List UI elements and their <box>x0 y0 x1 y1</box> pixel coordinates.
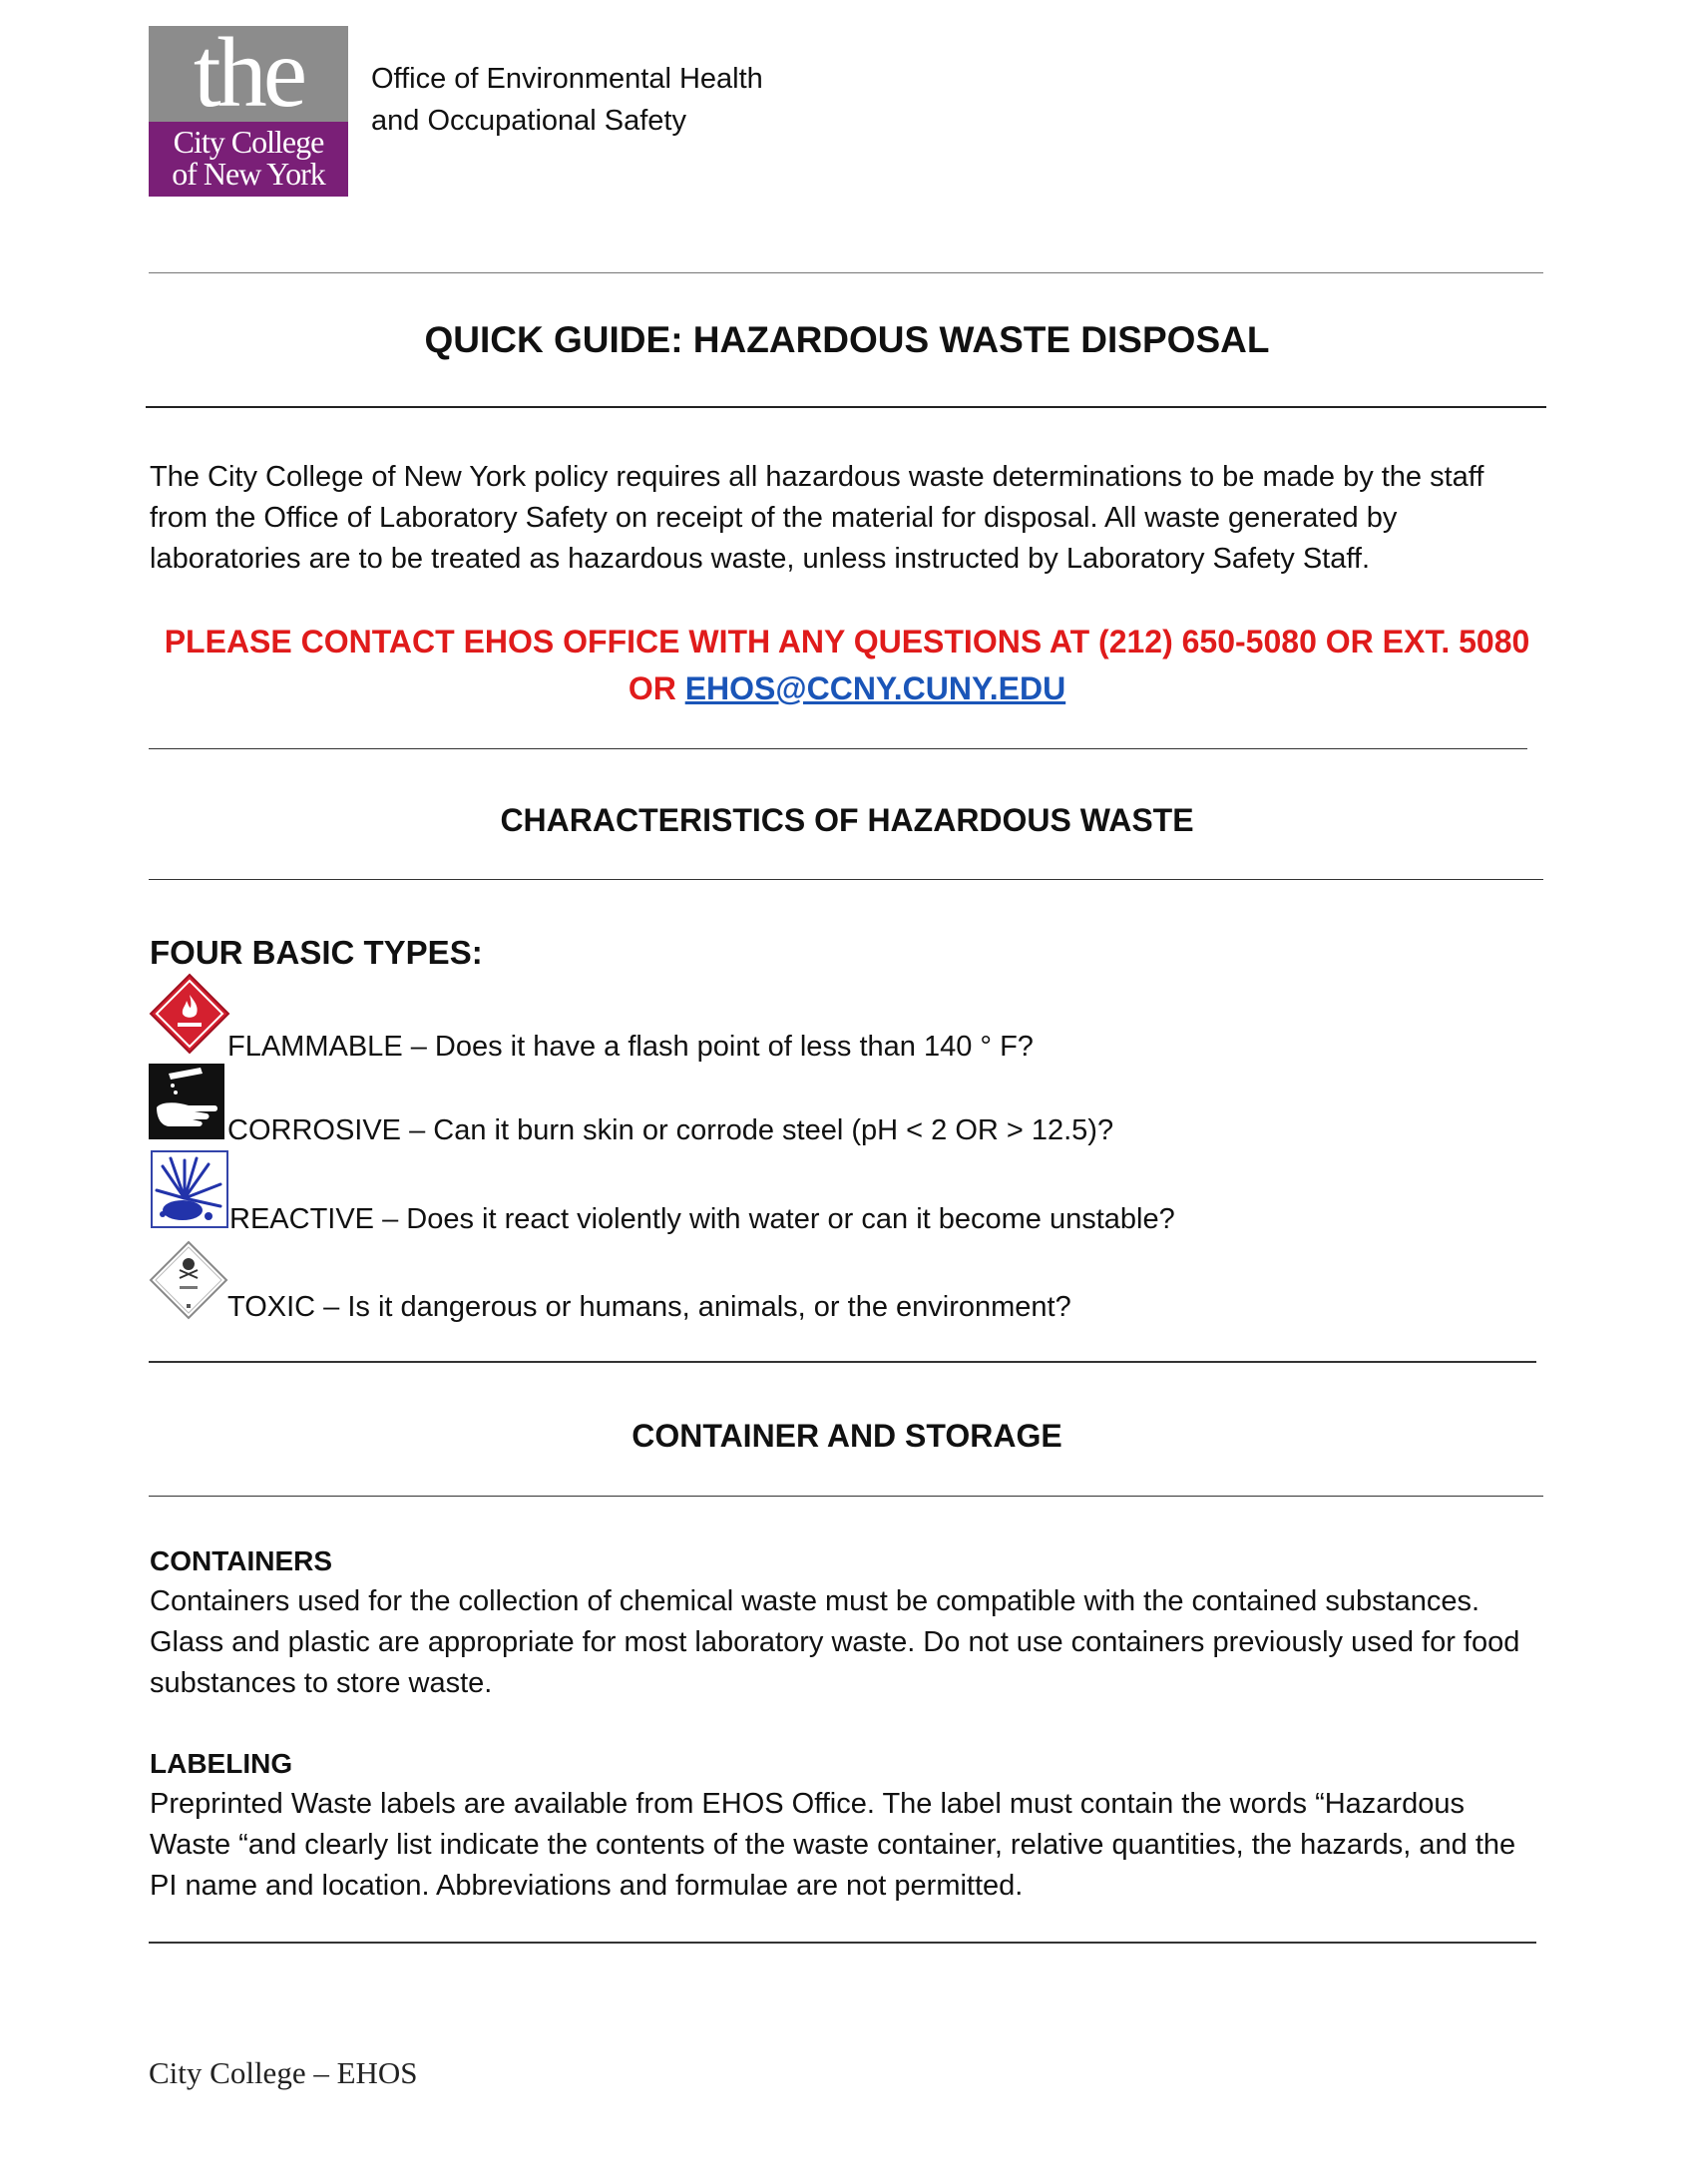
divider <box>149 879 1543 880</box>
contact-or: OR <box>628 670 685 706</box>
page-title: QUICK GUIDE: HAZARDOUS WASTE DISPOSAL <box>424 319 1270 360</box>
footer: City College – EHOS <box>149 2055 418 2090</box>
four-basic-types-heading: FOUR BASIC TYPES: <box>150 934 483 971</box>
divider <box>149 748 1527 749</box>
office-line-2: and Occupational Safety <box>371 105 686 137</box>
corrosive-icon <box>149 1064 224 1139</box>
toxic-icon <box>149 1240 228 1320</box>
reactive-icon <box>151 1150 228 1228</box>
divider <box>146 406 1546 408</box>
office-line-1: Office of Environmental Health <box>371 63 763 95</box>
container-storage-heading: CONTAINER AND STORAGE <box>632 1418 1062 1454</box>
intro-paragraph: The City College of New York policy requires all hazardous waste determinations to be made by the staff from the Office of Laboratory Safety on receipt of the material for disposal. All waste generated by laboratories are to be treated as hazardous waste, unless instructed by Laboratory Safety Staff. <box>150 461 1484 575</box>
divider <box>149 272 1543 273</box>
contact-line-1: PLEASE CONTACT EHOS OFFICE WITH ANY QUESTIONS AT (212) 650-5080 OR EXT. 5080 <box>164 624 1530 659</box>
type-corrosive: CORROSIVE – Can it burn skin or corrode steel (pH < 2 OR > 12.5)? <box>227 1114 1114 1146</box>
office-name <box>371 58 763 142</box>
divider <box>149 1361 1536 1363</box>
type-flammable: FLAMMABLE – Does it have a flash point of less than 140 ° F? <box>227 1031 1034 1063</box>
logo-of-new-york: of New York <box>172 156 325 192</box>
contact-notice <box>149 619 1545 712</box>
containers-paragraph: Containers used for the collection of chemical waste must be compatible with the contained substances. Glass and plastic are appropriate for most laboratory waste. Do not use containers previously used for food substances to store waste. <box>150 1585 1520 1699</box>
email-link[interactable]: EHOS@CCNY.CUNY.EDU <box>684 670 1066 706</box>
characteristics-heading: CHARACTERISTICS OF HAZARDOUS WASTE <box>500 802 1194 838</box>
labeling-paragraph: Preprinted Waste labels are available from EHOS Office. The label must contain the words “Hazardous Waste “and clearly list indicate the contents of the waste container, relative quantities, the hazards, and the PI name and location. Abbreviations and formulae are not permitted. <box>150 1788 1516 1902</box>
logo-city-college: City College <box>173 124 324 160</box>
divider <box>149 1496 1543 1497</box>
contact-line-2 <box>149 665 1545 712</box>
ccny-logo <box>149 26 348 197</box>
containers-heading: CONTAINERS <box>150 1545 333 1576</box>
labeling-heading: LABELING <box>150 1748 293 1779</box>
divider <box>149 1942 1536 1944</box>
type-toxic: TOXIC – Is it dangerous or humans, animals, or the environment? <box>227 1291 1071 1323</box>
type-reactive: REACTIVE – Does it react violently with water or can it become unstable? <box>229 1203 1175 1235</box>
flammable-icon <box>149 973 230 1055</box>
logo-the: the <box>193 26 304 128</box>
